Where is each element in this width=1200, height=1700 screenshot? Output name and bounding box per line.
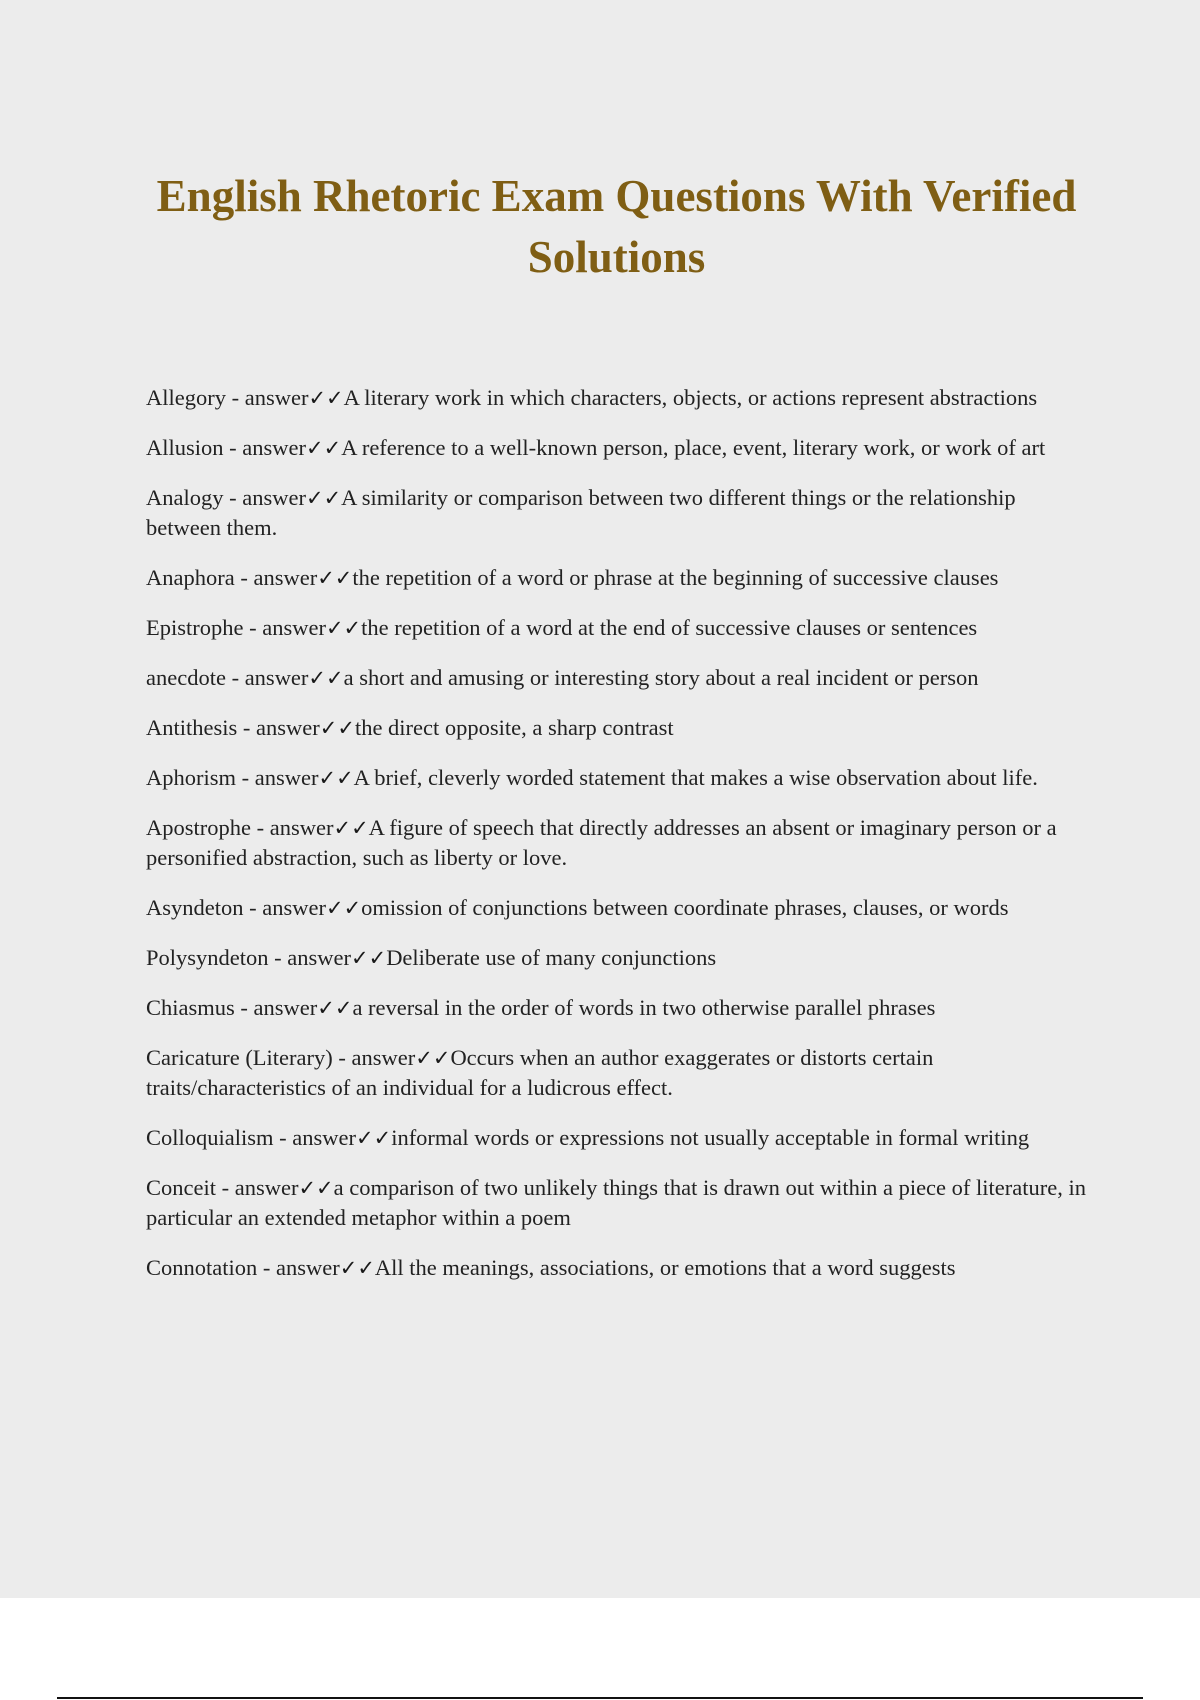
term: Antithesis [146,715,238,740]
term-entry [146,1123,1086,1153]
check-marks-icon: ✓✓ [350,946,387,970]
check-marks-icon: ✓✓ [333,816,369,840]
term: anecdote [146,665,226,690]
check-marks-icon: ✓✓ [355,1126,392,1150]
term-entry [146,1253,1086,1283]
check-marks-icon: ✓✓ [319,716,355,740]
answer-separator: - answer [332,1045,416,1070]
term-list [146,383,1086,1303]
term: Asyndeton [146,895,244,920]
definition: Deliberate use of many conjunctions [386,945,717,970]
definition: the direct opposite, a sharp contrast [354,715,674,740]
answer-separator: - answer [268,945,351,970]
check-marks-icon: ✓✓ [305,486,342,510]
definition: a short and amusing or interesting story about a real incident or person [343,665,979,690]
definition: a comparison of two unlikely things that is drawn out within a piece of literature, in particular an extended metaphor within a poem [146,1175,1086,1230]
footer-divider [57,1697,1143,1699]
term-entry [146,943,1086,973]
term: Epistrophe [146,615,244,640]
term: Colloquialism [146,1125,274,1150]
term: Anaphora [146,565,235,590]
check-marks-icon: ✓✓ [325,616,362,640]
term: Aphorism [146,765,236,790]
answer-separator: - answer [243,615,326,640]
term-entry [146,663,1086,693]
check-marks-icon: ✓✓ [308,386,344,410]
term-entry [146,763,1086,793]
term: Polysyndeton [146,945,269,970]
check-marks-icon: ✓✓ [325,896,362,920]
answer-separator: - answer [273,1125,356,1150]
definition: A figure of speech that directly addresses an absent or imaginary person or a personified abstraction, such as liberty or love. [146,815,1057,870]
definition: A literary work in which characters, objects, or actions represent abstractions [343,385,1038,410]
term-entry [146,713,1086,743]
term-entry [146,433,1086,463]
definition: All the meanings, associations, or emotions that a word suggests [374,1255,956,1280]
answer-separator: - answer [215,1175,299,1200]
definition: the repetition of a word at the end of successive clauses or sentences [361,615,978,640]
answer-separator: - answer [243,895,326,920]
answer-separator: - answer [223,485,306,510]
answer-separator: - answer [237,715,320,740]
term-entry [146,383,1086,413]
check-marks-icon: ✓✓ [298,1176,334,1200]
check-marks-icon: ✓✓ [317,566,353,590]
definition: A brief, cleverly worded statement that makes a wise observation about life. [353,765,1038,790]
term-entry [146,483,1086,543]
term: Analogy [146,485,224,510]
term-entry [146,993,1086,1023]
definition: Occurs when an author exaggerates or distorts certain traits/characteristics of an individual for a ludicrous effect. [146,1045,934,1100]
term-entry [146,1173,1086,1233]
check-marks-icon: ✓✓ [317,996,353,1020]
term: Connotation [146,1255,258,1280]
check-marks-icon: ✓✓ [339,1256,375,1280]
term: Apostrophe [146,815,251,840]
check-marks-icon: ✓✓ [308,666,344,690]
definition: the repetition of a word or phrase at the beginning of successive clauses [352,565,999,590]
definition: omission of conjunctions between coordinate phrases, clauses, or words [361,895,1009,920]
term: Allusion [146,435,224,460]
term: Allegory [146,385,226,410]
term-entry [146,813,1086,873]
answer-separator: - answer [236,765,319,790]
term: Conceit [146,1175,216,1200]
check-marks-icon: ✓✓ [305,436,342,460]
term-entry [146,1043,1086,1103]
definition: A reference to a well-known person, place, event, literary work, or work of art [341,435,1046,460]
definition: A similarity or comparison between two different things or the relationship between them. [146,485,1016,540]
check-marks-icon: ✓✓ [318,766,354,790]
term-entry [146,613,1086,643]
term: Caricature (Literary) [146,1045,333,1070]
answer-separator: - answer [257,1255,340,1280]
check-marks-icon: ✓✓ [415,1046,451,1070]
answer-separator: - answer [251,815,334,840]
document-title: English Rhetoric Exam Questions With Verified Solutions [156,171,1077,282]
term: Chiasmus [146,995,235,1020]
term-entry [146,893,1086,923]
answer-separator: - answer [225,385,309,410]
term-entry [146,563,1086,593]
answer-separator: - answer [225,665,309,690]
answer-separator: - answer [223,435,306,460]
answer-separator: - answer [234,565,318,590]
answer-separator: - answer [234,995,318,1020]
definition: a reversal in the order of words in two otherwise parallel phrases [352,995,936,1020]
definition: informal words or expressions not usually acceptable in formal writing [391,1125,1030,1150]
